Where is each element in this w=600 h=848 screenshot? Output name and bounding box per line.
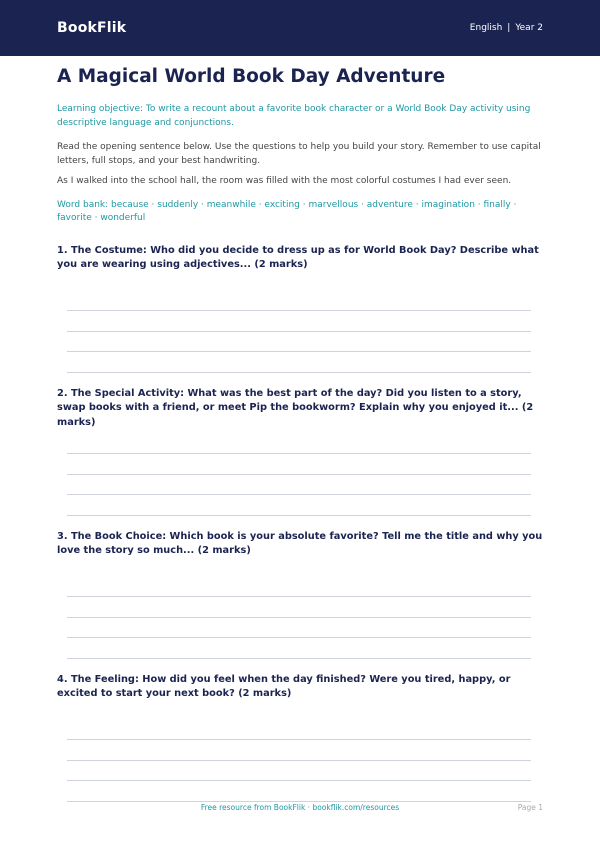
answer-line (67, 761, 531, 782)
answer-line (67, 740, 531, 761)
answer-line (67, 352, 531, 373)
question-text: 4. The Feeling: How did you feel when the day finished? Were you tired, happy, or excited to start your next book? (2 marks) (57, 673, 511, 699)
answer-line (67, 454, 531, 475)
answer-line (67, 475, 531, 496)
answer-line (67, 720, 531, 741)
answer-line (67, 291, 531, 312)
question-text: 3. The Book Choice: Which book is your absolute favorite? Tell me the title and why you love the story so much... (2 marks) (57, 530, 543, 556)
separator: | (507, 23, 511, 33)
answer-line (67, 577, 531, 598)
opening-sentence: As I walked into the school hall, the room was filled with the most colorful costumes I had ever seen. (57, 176, 512, 186)
answer-line (67, 311, 531, 332)
answer-line (67, 495, 531, 516)
answer-line (67, 434, 531, 455)
answer-lines (57, 710, 543, 802)
year-label: Year 2 (515, 23, 543, 33)
answer-line (67, 638, 531, 659)
page-footer (0, 800, 600, 816)
subject-label: English (469, 23, 503, 33)
subject-year-label (470, 23, 543, 33)
answer-line (67, 597, 531, 618)
question-4 (57, 673, 543, 802)
brand-logo: BookFlik (57, 20, 127, 36)
page-number: Page 1 (517, 803, 543, 812)
answer-line (67, 332, 531, 353)
worksheet-title: A Magical World Book Day Adventure (57, 66, 446, 87)
footer-resource-text: Free resource from BookFlik · bookflik.com/resources (200, 803, 400, 812)
question-2 (57, 387, 543, 516)
question-text: 1. The Costume: Who did you decide to dress up as for World Book Day? Describe what you are wearing using adjectives... (2 marks) (57, 244, 539, 270)
answer-line (67, 781, 531, 802)
learning-objective: Learning objective: To write a recount about a favorite book character or a World Book Day activity using descriptive language and conjunctions. (57, 104, 531, 128)
page-header (0, 0, 600, 56)
answer-lines (57, 424, 543, 516)
question-3 (57, 530, 543, 659)
instructions: Read the opening sentence below. Use the questions to help you build your story. Remember to use capital letters, full stops, and your best handwriting. (57, 142, 541, 166)
word-bank: Word bank: because · suddenly · meanwhile · exciting · marvellous · adventure · imagination · finally · favorite · wonderful (57, 199, 517, 223)
question-1 (57, 244, 543, 373)
answer-lines (57, 567, 543, 659)
answer-lines (57, 281, 543, 373)
question-text: 2. The Special Activity: What was the best part of the day? Did you listen to a story, swap books with a friend, or meet Pip the bookworm? Explain why you enjoyed it... (2 marks) (57, 387, 534, 428)
answer-line (67, 618, 531, 639)
worksheet-content (57, 66, 543, 816)
